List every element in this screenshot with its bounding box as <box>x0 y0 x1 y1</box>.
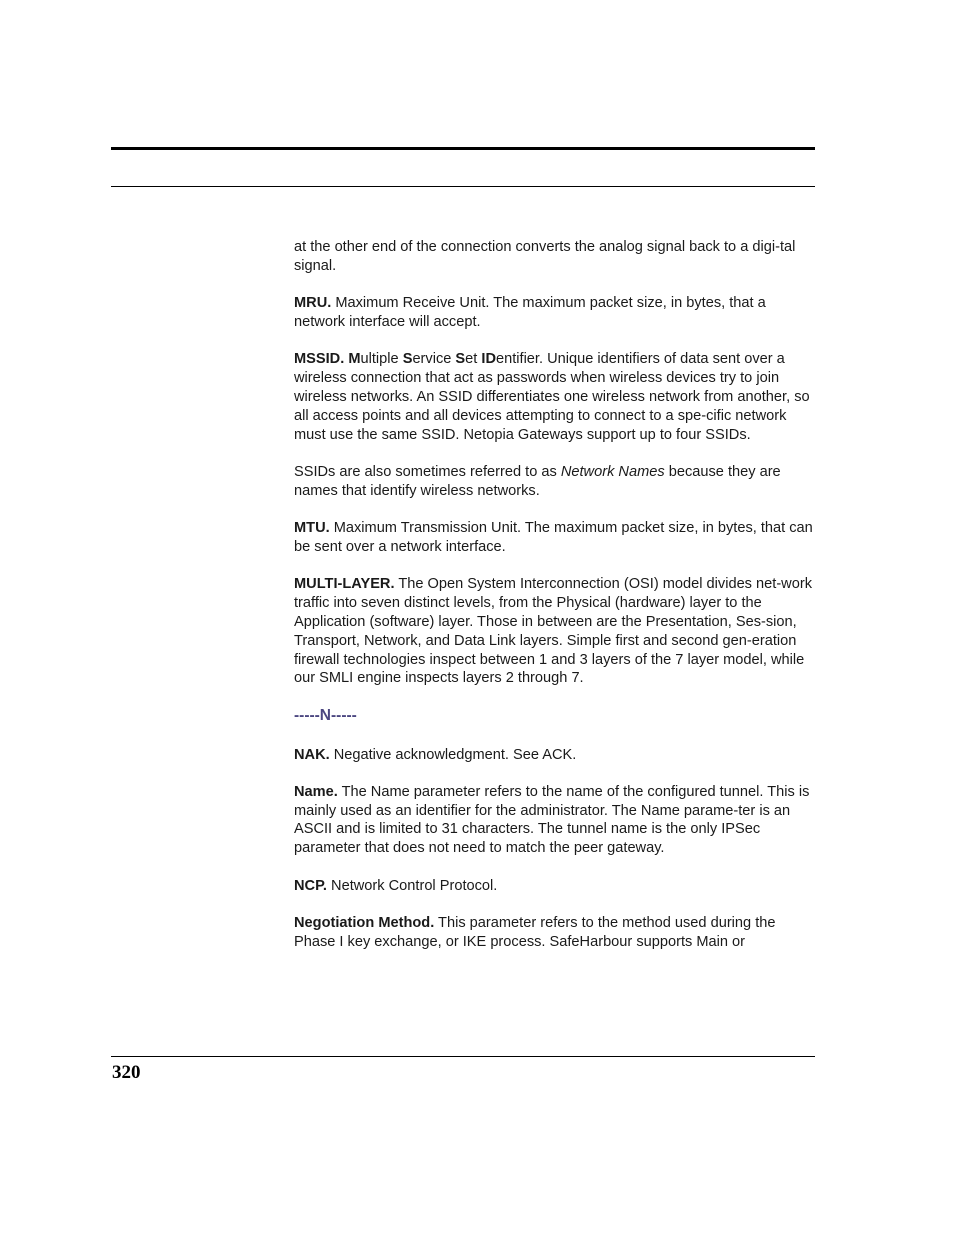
glossary-entry-ncp <box>294 877 816 896</box>
glossary-entry-name <box>294 783 816 858</box>
definition: This parameter refers to the method used during the Phase I key exchange, or IKE process. SafeHarbour supports Main or <box>294 915 776 950</box>
term: MTU. <box>294 520 330 537</box>
footer-rule <box>111 1056 815 1057</box>
glossary-note-ssid: SSIDs are also sometimes referred to as Network Names because they are names that identify wireless networks. <box>294 463 781 499</box>
section-heading-n: -----N----- <box>294 706 357 724</box>
definition: The Name parameter refers to the name of the configured tunnel. This is mainly used as an identifier for the administrator. The Name parame-ter is an ASCII and is limited to 31 characters. The tunnel name is the only IPSec parameter that does not need to match the peer gateway. <box>294 783 810 857</box>
definition: Unique identifiers of data sent over a wireless connection that act as passwords when wireless devices try to join wireless networks. An SSID differentiates one wireless network from another, so all access points and all devices attempting to connect to a spe-cific network must use the same SSID. Netopia Gateways support up to four SSIDs. <box>294 351 810 443</box>
glossary-entry-negotiation <box>294 914 816 952</box>
term: Name. <box>294 783 338 800</box>
glossary-entry-mssid: MSSID. Multiple Service Set IDentifier. Unique identifiers of data sent over a wireless connection that act as passwords when wireless devices try to join wireless networks. An SSID differentiates one wireless network from another, so all access points and all devices attempting to connect to a spe-cific network must use the same SSID. Netopia Gateways support up to four SSIDs. <box>294 351 810 443</box>
definition: Network Control Protocol. <box>327 877 498 894</box>
glossary-entry-mtu <box>294 519 816 557</box>
glossary-continuation: at the other end of the connection converts the analog signal back to a digi-tal signal. <box>294 239 796 274</box>
term: MRU. <box>294 295 332 312</box>
term: MULTI-LAYER. <box>294 576 395 593</box>
definition: Maximum Receive Unit. The maximum packet size, in bytes, that a network interface will accept. <box>294 295 766 330</box>
term: Negotiation Method. <box>294 915 435 932</box>
term: NCP. <box>294 877 327 894</box>
glossary-entry-mru <box>294 294 816 332</box>
header-rule-thick <box>111 147 815 150</box>
definition: Maximum Transmission Unit. The maximum packet size, in bytes, that can be sent over a network interface. <box>294 520 813 555</box>
definition: Negative acknowledgment. See ACK. <box>329 746 577 763</box>
page-number: 320 <box>112 1062 141 1083</box>
header-rule-thin <box>111 186 815 187</box>
term: MSSID. <box>294 351 345 368</box>
glossary-entry-multilayer <box>294 575 816 688</box>
glossary-entry-nak <box>294 746 816 765</box>
term: NAK. <box>294 746 330 763</box>
definition: The Open System Interconnection (OSI) model divides net-work traffic into seven distinct levels, from the Physical (hardware) layer to the Application (software) layer. Those in between are the Presentation, Ses-sion, Transport, Network, and Data Link layers. Simple first and second gen-eration firewall technologies inspect between 1 and 3 layers of the 7 layer model, while our SMLI engine inspects layers 2 through 7. <box>294 576 812 687</box>
glossary-body <box>294 238 816 970</box>
